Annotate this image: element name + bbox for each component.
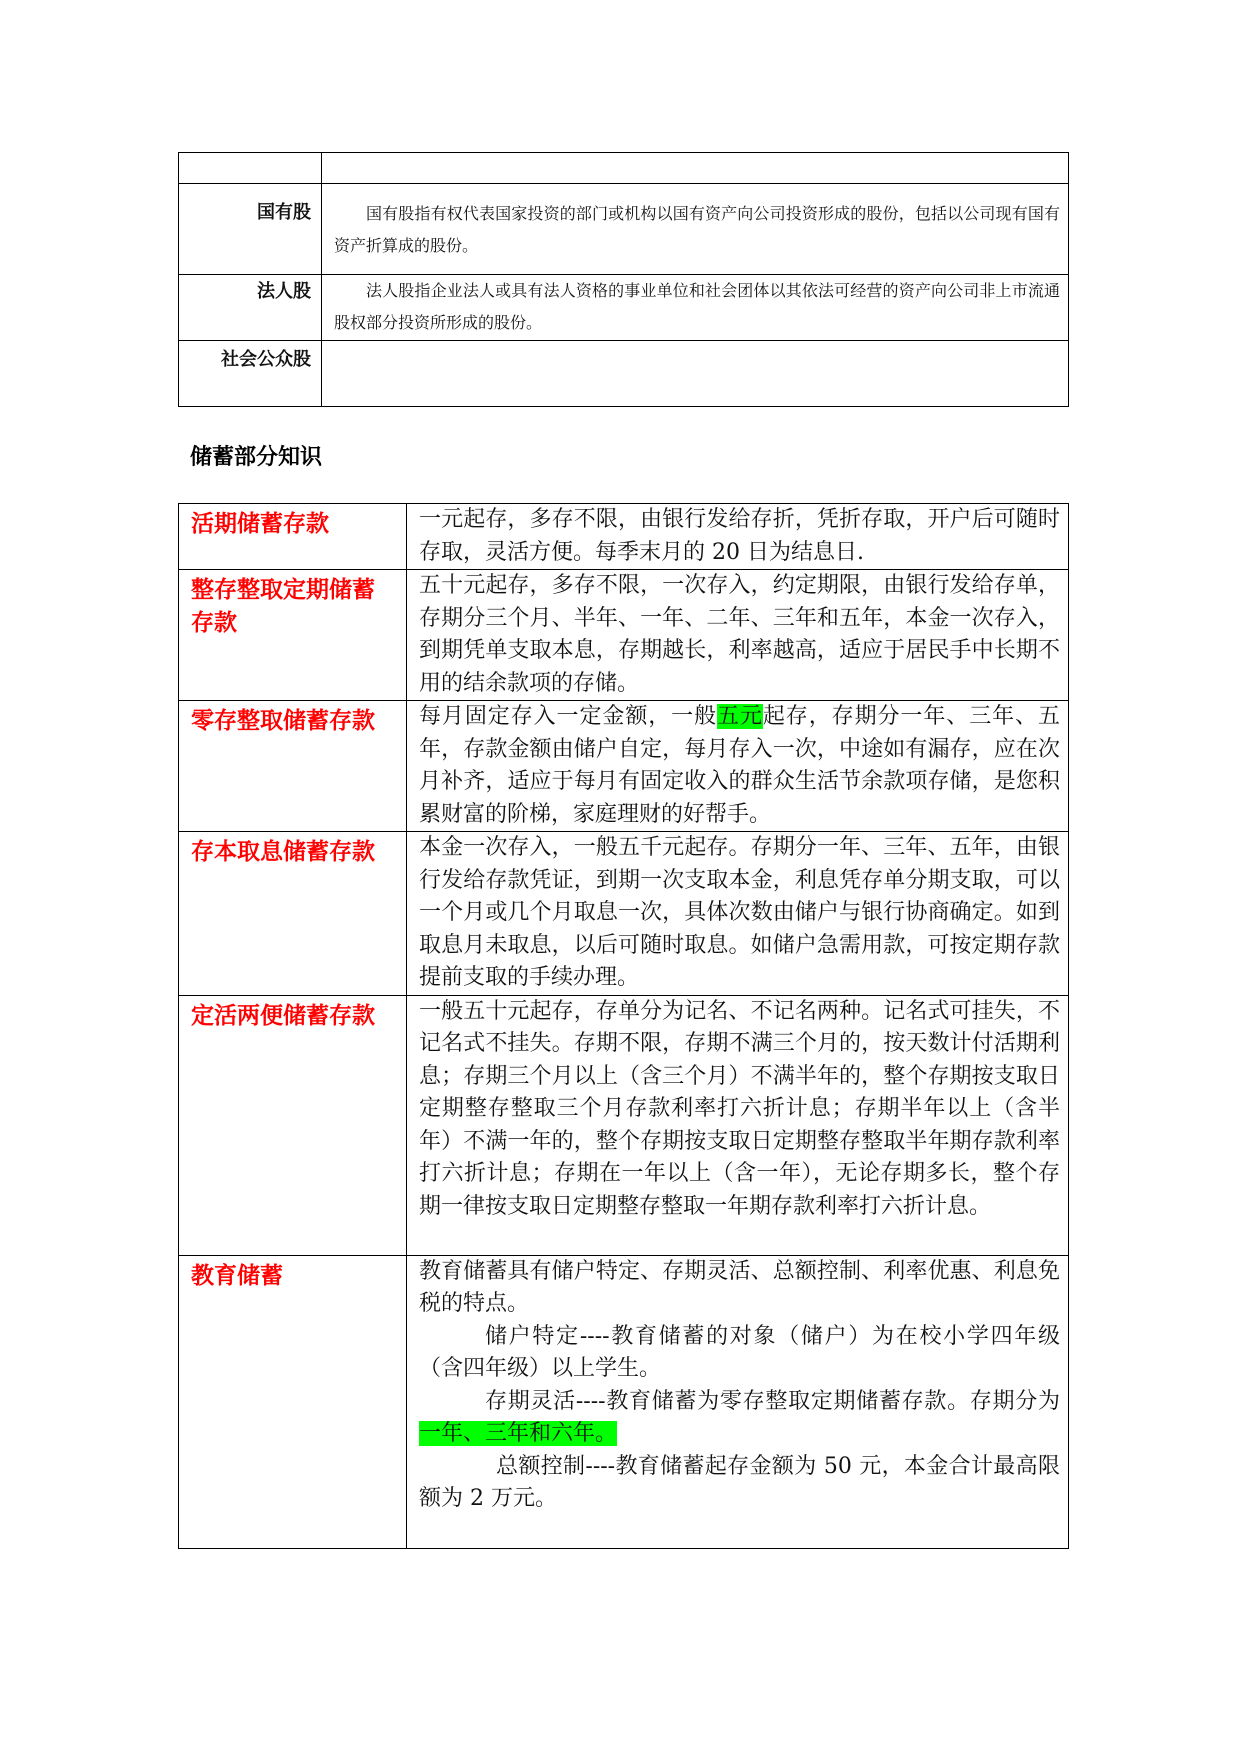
section-heading: 储蓄部分知识 <box>190 445 323 470</box>
row-label: 活期储蓄存款 <box>179 504 407 570</box>
row-label: 零存整取储蓄存款 <box>179 701 407 832</box>
row-text: 国有股指有权代表国家投资的部门或机构以国有资产向公司投资形成的股份，包括以公司现有国有资产折算成的股份。 <box>334 204 1060 255</box>
highlight-mark: 一年、三年和六年。 <box>419 1421 618 1446</box>
table-row <box>179 1255 1069 1548</box>
row-text: 储户特定----教育储蓄的对象（储户）为在校小学四年级（含四年级）以上学生。 <box>419 1323 1060 1381</box>
table-row <box>179 184 1069 275</box>
table-row <box>179 341 1069 407</box>
highlight-mark: 五元 <box>717 704 763 729</box>
row-text: 教育储蓄具有储户特定、存期灵活、总额控制、利率优惠、利息免税的特点。 <box>419 1258 1060 1316</box>
stock-type-table <box>178 152 1069 407</box>
row-label: 存本取息储蓄存款 <box>179 832 407 996</box>
row-label: 国有股 <box>257 202 311 223</box>
table-cell <box>179 153 322 184</box>
table-row <box>179 570 1069 701</box>
row-label: 整存整取定期储蓄存款 <box>179 570 407 701</box>
table-cell <box>322 153 1069 184</box>
row-label: 社会公众股 <box>221 349 311 370</box>
row-text: 存期灵活----教育储蓄为零存整取定期储蓄存款。存期分为一年、三年和六年。 <box>419 1388 1060 1446</box>
table-row <box>179 995 1069 1255</box>
row-text: 一元起存，多存不限，由银行发给存折，凭折存取，开户后可随时存取，灵活方便。每季末月的 20 日为结息日. <box>419 507 1060 565</box>
row-label: 定活两便储蓄存款 <box>179 995 407 1255</box>
table-row <box>179 275 1069 341</box>
table-row <box>179 701 1069 832</box>
row-text: 本金一次存入，一般五千元起存。存期分一年、三年、五年，由银行发给存款凭证，到期一次支取本金，利息凭存单分期支取，可以一个月或几个月取息一次，具体次数由储户与银行协商确定。如到取息月未取息，以后可随时取息。如储户急需用款，可按定期存款提前支取的手续办理。 <box>419 835 1060 990</box>
row-text: 法人股指企业法人或具有法人资格的事业单位和社会团体以其依法可经营的资产向公司非上市流通股权部分投资所形成的股份。 <box>334 281 1060 332</box>
row-label: 法人股 <box>257 281 311 302</box>
row-label: 教育储蓄 <box>179 1255 407 1548</box>
row-text: 每月固定存入一定金额，一般五元起存，存期分一年、三年、五年，存款金额由储户自定，每月存入一次，中途如有漏存，应在次月补齐，适应于每月有固定收入的群众生活节余款项存储，是您积累财富的阶梯，家庭理财的好帮手。 <box>419 704 1060 827</box>
table-row <box>179 153 1069 184</box>
row-text: 总额控制----教育储蓄起存金额为 50 元，本金合计最高限额为 2 万元。 <box>419 1453 1060 1511</box>
row-text: 五十元起存，多存不限，一次存入，约定期限，由银行发给存单，存期分三个月、半年、一年、二年、三年和五年，本金一次存入，到期凭单支取本息，存期越长，利率越高，适应于居民手中长期不用的结余款项的存储。 <box>419 573 1060 696</box>
table-row <box>179 832 1069 996</box>
row-text: 一般五十元起存，存单分为记名、不记名两种。记名式可挂失，不记名式不挂失。存期不限，存期不满三个月的，按天数计付活期利息；存期三个月以上（含三个月）不满半年的，整个存期按支取日定期整存整取三个月存款利率打六折计息；存期半年以上（含半年）不满一年的，整个存期按支取日定期整存整取半年期存款利率打六折计息；存期在一年以上（含一年），无论存期多长，整个存期一律按支取日定期整存整取一年期存款利率打六折计息。 <box>419 998 1060 1219</box>
savings-table <box>178 503 1069 1549</box>
table-row <box>179 504 1069 570</box>
